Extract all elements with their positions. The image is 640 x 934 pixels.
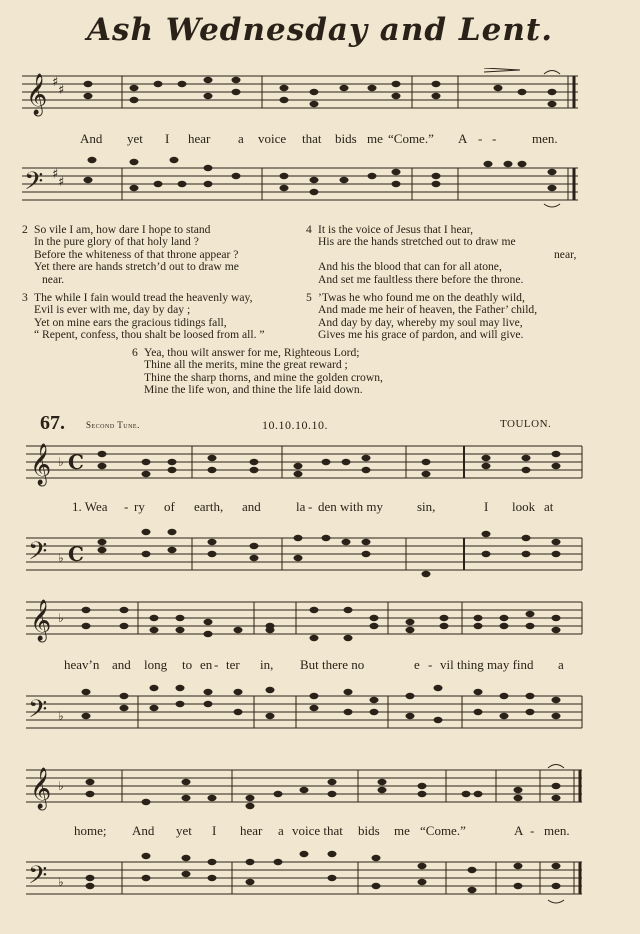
verse-line: And made me heir of heaven, the Father’ child, — [318, 303, 538, 317]
svg-text:𝄞: 𝄞 — [30, 444, 52, 485]
verse-line: Yet on mine ears the gracious tidings fall, — [34, 315, 227, 329]
page-title: Ash Wednesday and Lent. — [86, 12, 554, 48]
lyric-syllable: den with my — [318, 499, 383, 514]
lyric-syllable: A — [458, 131, 468, 146]
verse-3 — [22, 292, 307, 342]
lyric-syllable: bids — [335, 131, 357, 146]
lyric-syllable: vil thing may find — [440, 657, 534, 672]
meter: 10.10.10.10. — [262, 418, 328, 432]
verse-line: Thine the sharp thorns, and mine the golden crown, — [144, 370, 383, 384]
h67-s1-bass — [26, 518, 586, 580]
h67-s2-treble — [26, 594, 586, 648]
lyric-syllable: voice — [258, 131, 287, 146]
lyric-syllable: long — [144, 657, 168, 672]
lyric-syllable: hear — [188, 131, 211, 146]
svg-text:C: C — [68, 450, 84, 474]
lyric-syllable: ter — [226, 657, 240, 672]
verse-4 — [306, 224, 590, 286]
lyric-syllable: me — [367, 131, 383, 146]
verse-6 — [132, 347, 452, 397]
lyric-syllable: - — [530, 823, 535, 838]
verse-line: “ Repent, confess, thou shalt be loosed from all. ” — [34, 328, 265, 342]
lyric-syllable: a — [558, 657, 564, 672]
svg-text:𝄞: 𝄞 — [26, 74, 48, 115]
svg-text:♯: ♯ — [52, 167, 59, 182]
verse-number: 6 — [132, 346, 138, 359]
lyric-syllable: look — [512, 499, 536, 514]
verse-number: 2 — [22, 223, 28, 236]
verse-line: near, — [554, 247, 577, 261]
svg-text:♯: ♯ — [52, 75, 59, 90]
verse-line: And day by day, whereby my soul may live, — [318, 315, 523, 329]
lyric-syllable: - — [124, 499, 129, 514]
lyric-syllable: me — [394, 823, 410, 838]
verse-number: 5 — [306, 291, 312, 304]
lyric-syllable: and — [242, 499, 261, 514]
lyric-syllable: yet — [176, 823, 192, 838]
lyric-syllable: heav’n — [64, 657, 100, 672]
lyric-syllable: home; — [74, 823, 107, 838]
lyric-syllable: a — [278, 823, 284, 838]
lyric-syllable: at — [544, 499, 554, 514]
svg-text:♭: ♭ — [58, 455, 64, 469]
svg-text:♯: ♯ — [58, 83, 65, 98]
lyric-syllable: I — [165, 131, 170, 146]
verse-number: 4 — [306, 223, 312, 236]
svg-text:♯: ♯ — [58, 175, 65, 190]
lyric-syllable: bids — [358, 823, 380, 838]
lyric-syllable: men. — [532, 131, 558, 146]
verse-5 — [306, 292, 590, 342]
svg-text:𝄢: 𝄢 — [24, 167, 44, 202]
verse-line: His are the hands stretched out to draw me — [318, 235, 516, 249]
verse-line: Before the whiteness of that throne appear ? — [34, 247, 239, 261]
verse-line: Yea, thou wilt answer for me, Righteous Lord; — [144, 346, 360, 359]
svg-text:♭: ♭ — [58, 611, 64, 625]
lyric-syllable: And — [80, 131, 103, 146]
top-treble-staff — [22, 68, 582, 118]
lyric-syllable: “Come.” — [388, 131, 434, 146]
svg-text:𝄢: 𝄢 — [28, 861, 48, 896]
lyric-syllable: e — [414, 657, 420, 672]
lyric-syllable: of — [164, 499, 175, 514]
lyric-syllable: to — [182, 657, 193, 672]
lyric-syllable: men. — [544, 823, 570, 838]
verse-line: So vile I am, how dare I hope to stand — [34, 223, 211, 236]
lyric-syllable: en — [200, 657, 213, 672]
lyric-syllable: I — [212, 823, 217, 838]
svg-text:♭: ♭ — [58, 709, 64, 723]
lyric-syllable: “Come.” — [420, 823, 466, 838]
verse-line: It is the voice of Jesus that I hear, — [318, 223, 474, 236]
verse-line: Gives me his grace of pardon, and will give. — [318, 328, 524, 342]
top-bass-staff — [22, 148, 582, 210]
lyric-syllable: in, — [260, 657, 274, 672]
lyric-syllable: yet — [127, 131, 143, 146]
lyric-syllable: 1. Wea — [72, 499, 108, 514]
verse-line: ’Twas he who found me on the deathly wild, — [318, 291, 525, 304]
lyric-syllable: But there no — [300, 657, 365, 672]
lyric-syllable: - — [492, 131, 497, 146]
verse-line: Evil is ever with me, day by day ; — [34, 303, 191, 317]
verse-line: near. — [42, 272, 65, 286]
lyric-syllable: A — [514, 823, 524, 838]
verse-line: The while I fain would tread the heavenly way, — [34, 291, 253, 304]
lyric-syllable: I — [484, 499, 489, 514]
lyric-syllable: - — [478, 131, 483, 146]
lyric-syllable: that — [302, 131, 322, 146]
svg-text:𝄞: 𝄞 — [30, 600, 52, 641]
h67-s1-treble — [26, 438, 586, 488]
verse-2 — [22, 224, 302, 286]
verse-line: Mine the life won, and thine the life laid down. — [144, 383, 363, 397]
h67-s3-treble — [26, 762, 586, 814]
verse-line: Thine all the merits, mine the great reward ; — [144, 358, 348, 372]
lyric-syllable: voice that — [292, 823, 343, 838]
svg-text:♭: ♭ — [58, 551, 64, 565]
svg-text:𝄞: 𝄞 — [30, 768, 52, 809]
verse-line: And his the blood that can for all atone, — [318, 260, 502, 274]
lyric-syllable: ry — [134, 499, 145, 514]
lyric-syllable: earth, — [194, 499, 224, 514]
lyric-syllable: - — [214, 657, 219, 672]
lyric-syllable: sin, — [417, 499, 436, 514]
svg-text:𝄢: 𝄢 — [28, 695, 48, 730]
tune-label: Second Tune. — [86, 420, 140, 430]
svg-text:C: C — [68, 542, 84, 566]
h67-s2-bass — [26, 676, 586, 738]
lyric-syllable: - — [308, 499, 313, 514]
lyric-syllable: And — [132, 823, 155, 838]
hymn-number: 67. — [40, 412, 65, 434]
lyric-syllable: - — [428, 657, 433, 672]
verse-number: 3 — [22, 291, 28, 304]
lyric-syllable: and — [112, 657, 131, 672]
lyric-syllable: a — [238, 131, 244, 146]
svg-text:𝄢: 𝄢 — [28, 537, 48, 572]
verse-line: Yet there are hands stretch’d out to draw me — [34, 260, 239, 274]
tune-name: TOULON. — [500, 418, 552, 430]
verse-line: And set me faultless there before the throne. — [318, 272, 524, 286]
lyric-syllable: hear — [240, 823, 263, 838]
lyric-syllable: la — [296, 499, 306, 514]
verse-line: In the pure glory of that holy land ? — [34, 235, 199, 249]
svg-text:♭: ♭ — [58, 875, 64, 889]
svg-text:♭: ♭ — [58, 779, 64, 793]
h67-s3-bass — [26, 842, 586, 914]
